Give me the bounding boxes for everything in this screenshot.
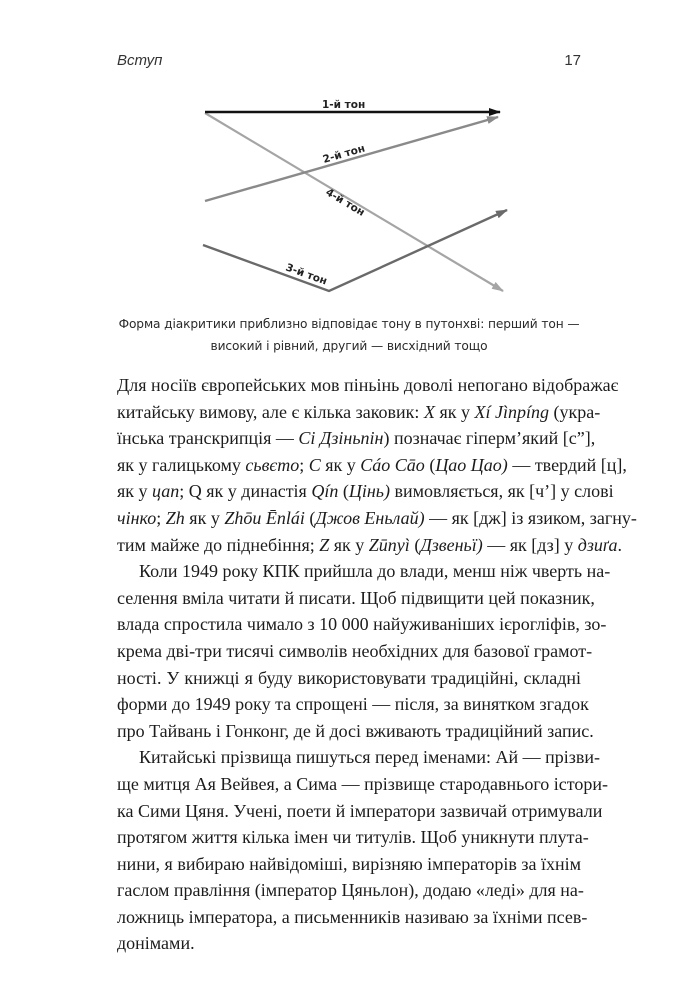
text-line xyxy=(117,851,581,878)
caption-line: високий і рівний, другий — висхідний тощо xyxy=(210,339,488,353)
text-run: Китайські прізвища пишуться перед іменами: Ай — прізви- xyxy=(139,747,601,768)
text-line xyxy=(117,505,637,532)
tone-2-label: 2-й тон xyxy=(321,142,367,166)
italic-term: Zhōu Ēnlái xyxy=(224,507,305,528)
italic-term: Xí Jìnpíng xyxy=(474,401,549,422)
text-run: нини, я вибираю найвідоміші, вирізняю імператорів за їхнім xyxy=(117,853,581,874)
text-line xyxy=(117,532,623,559)
paragraph xyxy=(117,558,611,744)
text-line xyxy=(117,691,589,718)
italic-term: C xyxy=(308,454,321,475)
italic-term: Дзвеньї) xyxy=(420,534,483,555)
text-run: як у xyxy=(184,507,225,528)
text-line xyxy=(117,399,601,426)
text-run: ложниць імператора, а письменників називаю за їхніми псев- xyxy=(117,906,588,927)
tone-1-label: 1-й тон xyxy=(322,99,366,111)
chapter-title: Вступ xyxy=(117,52,163,69)
text-run: ( xyxy=(409,534,421,555)
text-run: ; xyxy=(156,507,166,528)
text-run: ; xyxy=(299,454,309,475)
text-line xyxy=(117,665,581,692)
tone-arrows-figure xyxy=(0,0,697,300)
text-run: як у xyxy=(329,534,369,555)
text-run: донімами. xyxy=(117,933,195,954)
text-run: ; Q як у династія xyxy=(179,481,312,502)
italic-term: Цао Цао) xyxy=(435,454,508,475)
tone-3-label: 3-й тон xyxy=(283,261,329,288)
italic-term: цап xyxy=(152,481,180,502)
text-run: китайську вимову, але є кілька заковик: xyxy=(117,401,424,422)
body-text xyxy=(117,372,637,957)
text-line xyxy=(117,877,584,904)
caption-line: Форма діакритики приблизно відповідає тону в путонхві: перший тон — xyxy=(118,317,580,331)
text-run: селення вміла читати й писати. Щоб підвищити цей показник, xyxy=(117,587,595,608)
text-run: Для носіїв європейських мов піньінь доволі непогано відображає xyxy=(117,375,619,395)
text-run: тим майже до піднебіння; xyxy=(117,534,320,555)
text-run: ( xyxy=(338,481,349,502)
text-run: їнська транскрипція — xyxy=(117,428,299,449)
italic-term: Z xyxy=(319,534,330,555)
text-line xyxy=(117,611,607,638)
text-run: про Тайвань і Гонконг, де й досі вживають традиційний запис. xyxy=(117,720,594,741)
italic-term: X xyxy=(423,401,435,422)
text-run: протягом життя кілька імен чи титулів. Щоб уникнути плута- xyxy=(117,827,589,848)
italic-term: сьвєто xyxy=(245,454,300,475)
page-number: 17 xyxy=(564,52,581,69)
italic-term: Джов Еньлай) xyxy=(315,507,425,528)
text-run: вимовляється, як [ч’] у слові xyxy=(389,481,614,502)
text-run: . xyxy=(617,534,623,555)
text-run: — твердий [ц], xyxy=(507,454,627,475)
tone-3-arrow xyxy=(203,210,507,291)
text-line xyxy=(117,930,581,957)
text-run: — як [дж] із язиком, загну- xyxy=(424,507,637,528)
tone-diagram xyxy=(0,0,697,300)
text-line xyxy=(117,718,594,745)
text-line xyxy=(117,452,627,479)
text-run: ( xyxy=(304,507,316,528)
tone-4-label: 4-й тон xyxy=(323,186,367,219)
italic-term: Qín xyxy=(311,481,339,502)
italic-term: Сі Дзіньпін xyxy=(298,428,384,449)
text-run: ( xyxy=(424,454,436,475)
paragraph xyxy=(117,372,637,558)
text-line xyxy=(117,904,588,931)
text-line xyxy=(117,478,614,505)
text-run: як у xyxy=(117,481,153,502)
text-run: (укра- xyxy=(548,401,601,422)
text-line xyxy=(117,824,589,851)
text-run: ності. У книжці я буду використовувати традиційні, складні xyxy=(117,667,581,688)
text-run: ще митця Ая Вейвея, а Сима — прізвище стародавнього істори- xyxy=(117,773,609,794)
paragraph xyxy=(117,744,609,957)
italic-term: чінко xyxy=(117,507,157,528)
text-run: крема дві-три тисячі символів необхідних для базової грамот- xyxy=(117,640,593,661)
text-run: форми до 1949 року та спрощені — після, за винятком згадок xyxy=(117,694,589,715)
italic-term: Zūnyì xyxy=(368,534,410,555)
italic-term: Zh xyxy=(165,507,185,528)
text-run: як у xyxy=(434,401,475,422)
text-run: — як [дз] у xyxy=(482,534,578,555)
text-run: Коли 1949 року КПК прийшла до влади, менш ніж чверть на- xyxy=(139,561,611,582)
italic-term: Цінь) xyxy=(348,481,390,502)
text-run: влада спростила чимало з 10 000 найуживаніших ієрогліфів, зо- xyxy=(117,614,607,635)
text-run: ка Сими Цяня. Учені, поети й імператори зазвичай отримували xyxy=(117,800,603,821)
text-run: гаслом правління (імператор Цяньлон), додаю «леді» для на- xyxy=(117,880,584,901)
text-line xyxy=(117,425,596,452)
text-line xyxy=(117,585,595,612)
text-line xyxy=(117,638,593,665)
italic-term: дзиґа xyxy=(577,534,618,555)
text-line xyxy=(117,744,601,771)
text-line xyxy=(117,372,619,399)
text-run: як у xyxy=(320,454,361,475)
text-line xyxy=(117,558,611,585)
text-run: як у галицькому xyxy=(117,454,246,475)
text-run: ) позначає гіперм’який [с”], xyxy=(383,428,596,449)
text-line xyxy=(117,771,609,798)
tone-2-arrow xyxy=(205,117,498,201)
figure-caption xyxy=(117,313,581,357)
text-line xyxy=(117,798,603,825)
italic-term: Cáo Cāo xyxy=(360,454,425,475)
